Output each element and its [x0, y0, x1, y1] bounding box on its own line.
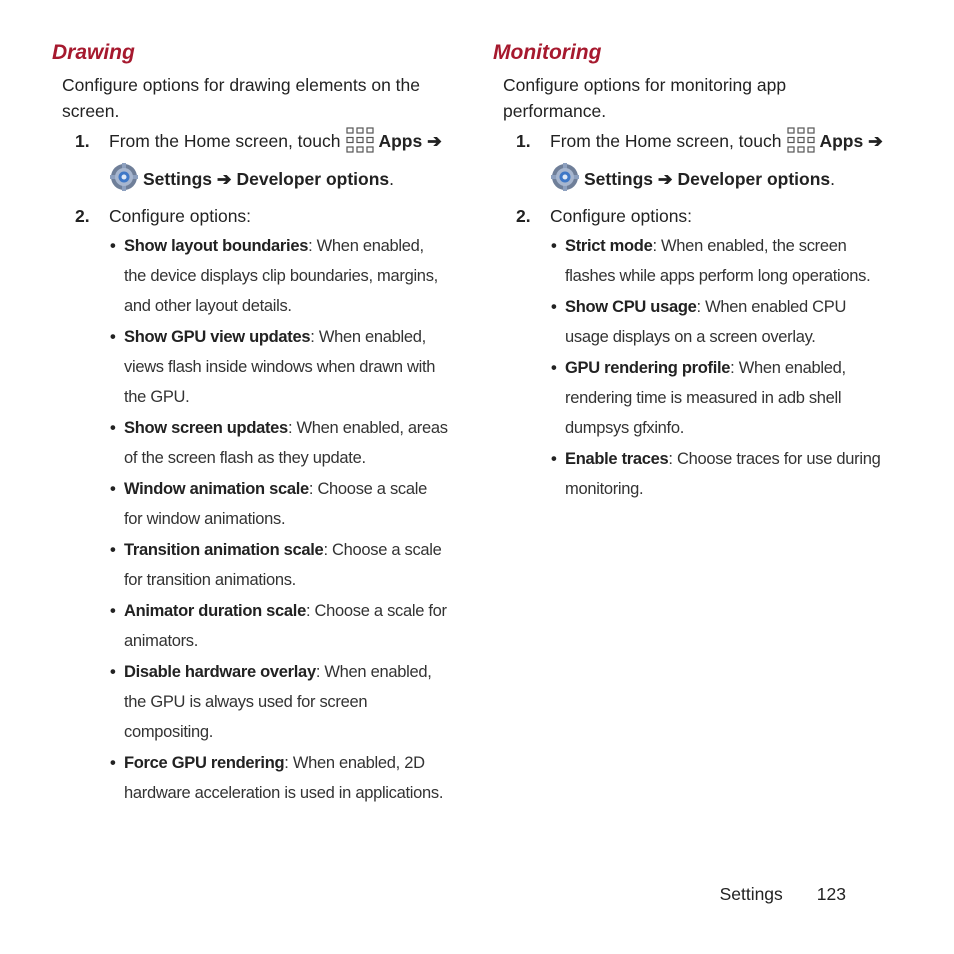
list-item	[124, 474, 449, 534]
apps-label: Apps	[378, 131, 423, 151]
option-desc: : When enabled, the screen flashes while apps perform long operations.	[565, 237, 871, 285]
step-text: From the Home screen, touch	[550, 131, 782, 151]
arrow-icon: ➔	[657, 169, 673, 189]
section-heading-drawing: Drawing	[52, 41, 135, 64]
period: .	[830, 169, 836, 189]
option-term: Window animation scale	[124, 480, 309, 498]
apps-grid-icon	[787, 127, 815, 162]
list-item	[124, 322, 449, 412]
settings-label: Settings	[584, 169, 654, 189]
step-text: From the Home screen, touch	[109, 131, 341, 151]
apps-label: Apps	[819, 131, 864, 151]
section-intro: Configure options for drawing elements on the screen.	[62, 75, 420, 121]
option-desc: : When enabled, views flash inside windows when drawn with the GPU.	[124, 328, 436, 406]
apps-grid-icon	[346, 127, 374, 162]
arrow-icon: ➔	[427, 131, 442, 151]
list-item	[124, 535, 449, 595]
option-term: Show screen updates	[124, 419, 288, 437]
option-list	[493, 231, 893, 504]
option-term: GPU rendering profile	[565, 359, 731, 377]
section-heading-monitoring: Monitoring	[493, 41, 602, 64]
option-desc: : Choose a scale for window animations.	[124, 480, 427, 528]
option-term: Enable traces	[565, 450, 669, 468]
option-desc: : When enabled, the device displays clip boundaries, margins, and other layout details.	[124, 237, 438, 315]
list-item	[124, 657, 449, 747]
settings-gear-icon	[550, 162, 580, 201]
option-desc: : When enabled CPU usage displays on a screen overlay.	[565, 298, 847, 346]
step-1	[516, 126, 893, 201]
option-term: Strict mode	[565, 237, 653, 255]
step-number: 1.	[516, 131, 531, 151]
list-item	[124, 748, 449, 808]
option-term: Show layout boundaries	[124, 237, 309, 255]
option-term: Show GPU view updates	[124, 328, 311, 346]
option-term: Show CPU usage	[565, 298, 697, 316]
option-term: Disable hardware overlay	[124, 663, 316, 681]
option-term: Transition animation scale	[124, 541, 324, 559]
step-2	[75, 201, 452, 231]
step-number: 1.	[75, 131, 90, 151]
option-desc: : When enabled, 2D hardware acceleration is used in applications.	[124, 754, 444, 802]
option-list	[52, 231, 452, 808]
list-item	[565, 353, 890, 443]
developer-options-label: Developer options	[236, 169, 390, 189]
step-number: 2.	[516, 206, 531, 226]
option-term: Animator duration scale	[124, 602, 306, 620]
step-text: Configure options:	[550, 206, 693, 226]
option-desc: : Choose a scale for animators.	[124, 602, 447, 650]
list-item	[124, 231, 449, 321]
settings-label: Settings	[143, 169, 213, 189]
list-item	[124, 596, 449, 656]
list-item	[565, 292, 890, 352]
period: .	[389, 169, 395, 189]
page-number: 123	[816, 884, 846, 904]
step-number: 2.	[75, 206, 90, 226]
page-footer	[720, 884, 846, 905]
list-item	[124, 413, 449, 473]
list-item	[565, 444, 890, 504]
step-text: Configure options:	[109, 206, 252, 226]
footer-section-label: Settings	[719, 884, 783, 904]
option-desc: : Choose a scale for transition animations.	[124, 541, 442, 589]
step-2	[516, 201, 893, 231]
option-desc: : When enabled, the GPU is always used for screen compositing.	[124, 663, 432, 741]
option-desc: : When enabled, areas of the screen flash as they update.	[124, 419, 448, 467]
developer-options-label: Developer options	[677, 169, 831, 189]
drawing-section	[52, 38, 452, 809]
option-term: Force GPU rendering	[124, 754, 285, 772]
arrow-icon: ➔	[216, 169, 232, 189]
option-desc: : Choose traces for use during monitoring.	[565, 450, 881, 498]
monitoring-section	[493, 38, 893, 505]
arrow-icon: ➔	[868, 131, 883, 151]
list-item	[565, 231, 890, 291]
option-desc: : When enabled, rendering time is measured in adb shell dumpsys gfxinfo.	[565, 359, 846, 437]
settings-gear-icon	[109, 162, 139, 201]
section-intro: Configure options for monitoring app performance.	[503, 75, 787, 121]
step-1	[75, 126, 452, 201]
